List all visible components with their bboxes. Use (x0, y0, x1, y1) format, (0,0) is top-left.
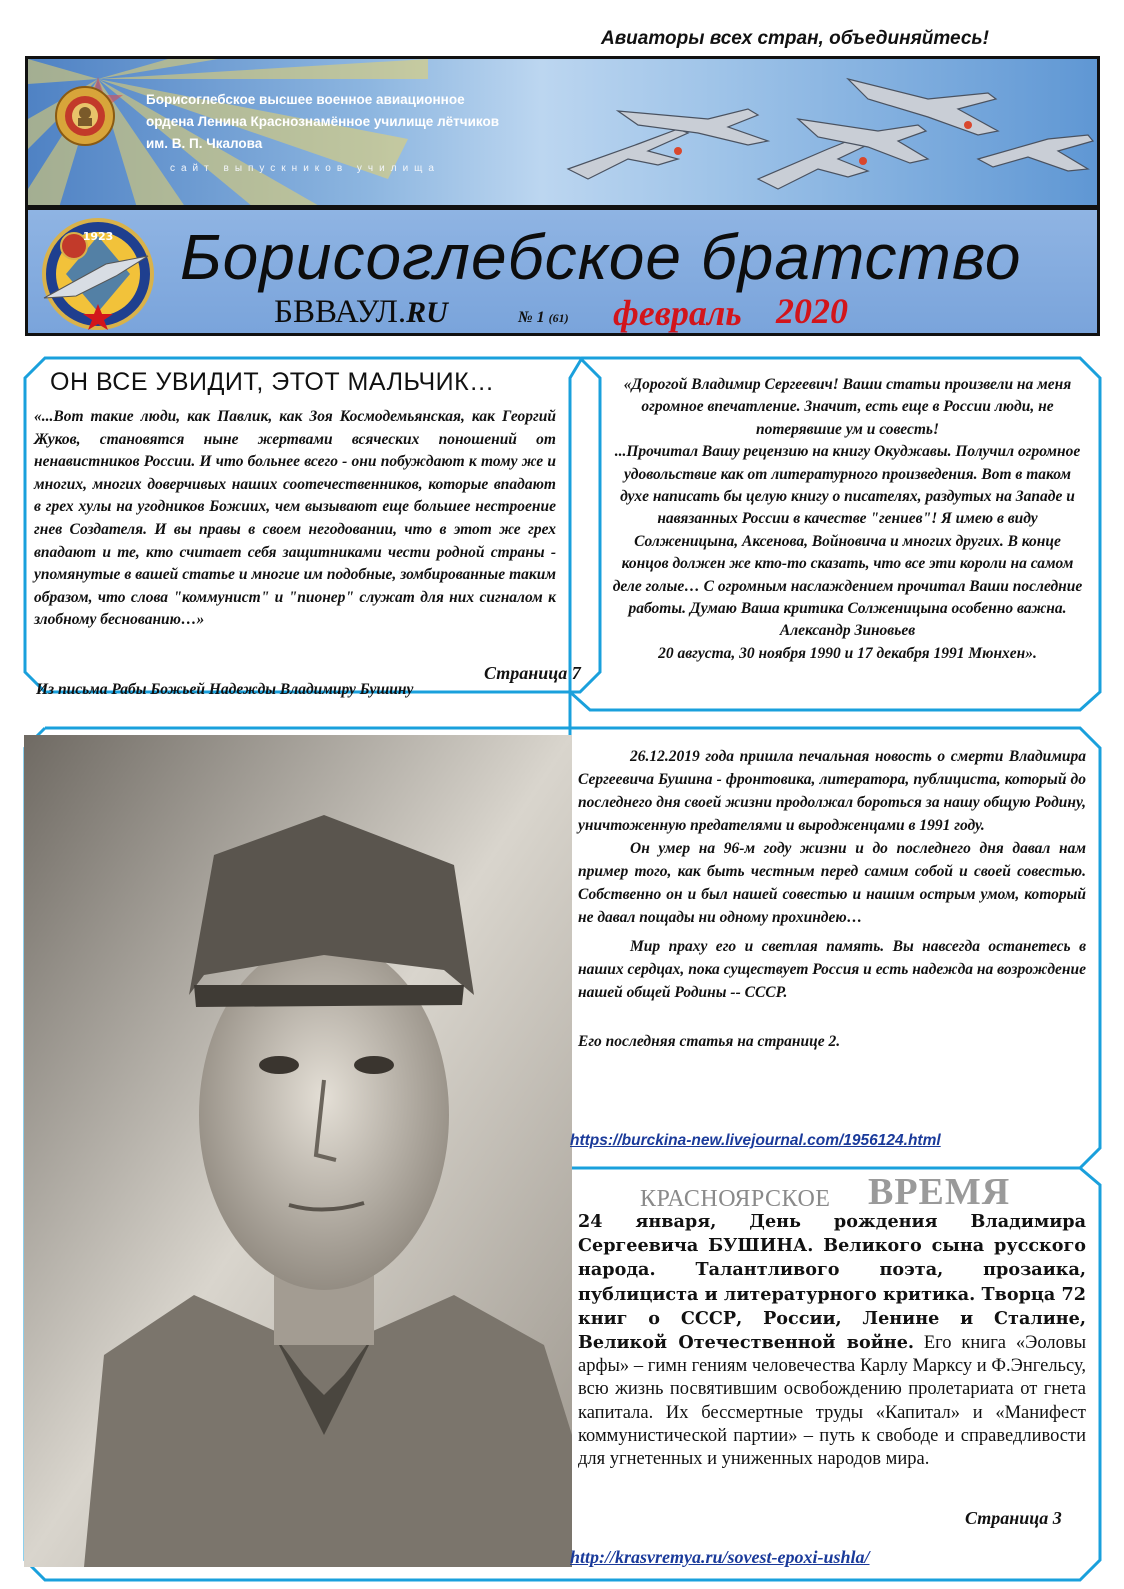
letter-source: Из письма Рабы Божьей Надежды Владимиру Бушину (36, 681, 414, 698)
last-article-note: Его последняя статья на странице 2. (578, 1033, 841, 1050)
obituary-p3: Мир праху его и светлая память. Вы навсегда останетесь в наших сердцах, пока существует Россия и есть надежда на возрождение нашей общей Родины -- СССР. (578, 938, 1086, 1001)
emblem-year: 1923 (82, 230, 114, 243)
obituary-p2: Он умер на 96-м году жизни и до последнего дня давал нам пример того, как быть честным перед самим собой и своей совестью. Собственно он и был нашей совестью и нашим острым умом, который не давал пощады ни одному прохиндею… (578, 840, 1086, 926)
obituary-p1: 26.12.2019 года пришла печальная новость о смерти Владимира Сергеевича Бушина - фронтовика, литератора, публициста, который до последнего дня своей жизни продолжал бороться за нашу общую Родину, уничтоженную предателями и выродженцами в 1991 году. (578, 748, 1086, 834)
issue-label: № 1 (518, 309, 545, 326)
issue-year: 2020 (776, 291, 848, 331)
order-of-lenin-icon (54, 85, 116, 147)
birthday-bold-text: 24 января, День рождения Владимира Сергеевича БУШИНА. Великого сына русского народа. Талантливого поэта, прозаика, публициста и литературного критика. Творца 72 книг о СССР, России, Ленине и Сталине, Великой Отечественной войне. (578, 1211, 1086, 1354)
birthday-regular-text: Его книга «Эоловы арфы» – гимн гениям человечества Карлу Марксу и Ф.Энгельсу, всю жизнь посвятившим освобождению пролетариата от гнета капитала. Их бессмертные труды «Капитал» и «Манифест коммунистической партии» – путь к свободе и справедливости для угнетенных и униженных народов мира. (578, 1333, 1086, 1470)
livejournal-link[interactable]: https://burckina-new.livejournal.com/1956124.html (570, 1132, 941, 1149)
site-caption: сайт выпускников училища (170, 163, 440, 174)
article-headline: ОН ВСЕ УВИДИТ, ЭТОТ МАЛЬЧИК… (50, 368, 495, 396)
issue-month: февраль (613, 293, 742, 333)
page-reference-3: Страница 3 (965, 1508, 1062, 1528)
page-reference-7: Страница 7 (484, 663, 581, 683)
issue-total: (61) (548, 311, 569, 325)
site-name (274, 294, 448, 331)
krasnoyarsk-logo-small: КРАСНОЯРСКОЕ (640, 1186, 831, 1212)
school-emblem-icon (36, 216, 156, 334)
zinoviev-quote-p2: ...Прочитал Вашу рецензию на книгу Окуджавы. Получил огромное удовольствие как от литературного произведения. Вот в таком духе написать бы целую книгу о писателях, раздутых на Западе и навязанных России в качестве "гениев"! Я имею в виду Солженицына, Аксенова, Войновича и многих других. В конце концов должен же кто-то сказать, что все эти короли на самом деле голые… С огромным наслаждением прочитал Ваши последние работы. Думаю Ваша критика Солженицына особенно важна. (612, 443, 1083, 618)
motto: Авиаторы всех стран, объединяйтесь! (600, 28, 989, 49)
portrait-photo (24, 735, 572, 1567)
zinoviev-quote-p1: «Дорогой Владимир Сергеевич! Ваши статьи произвели на меня огромное впечатление. Значит, есть еще в России люди, не потерявшие ум и совесть! (623, 376, 1072, 438)
school-line-3: им. В. П. Чкалова (146, 136, 263, 151)
letter-quote: «...Вот такие люди, как Павлик, как Зоя Космодемьянская, как Георгий Жуков, становятся ныне жертвами всяческих поношений от ненавистников России. И что больнее всего - они побуждают к тому же и многих, многих доверчивых наших соотечественников, которые впадают в грех хулы на угодников Божиих, чем вызывают еще большее нестроение гнев Создателя. И вы правы в своем негодовании, что в этот же грех впадают и те, кто считает себя защитниками чести родной страны - упомянутые в вашей статье и многие им подобные, зомбированные таким образом, что слова "коммунист" и "пионер" служат для них сигналом к злобному беснованию…» (34, 408, 556, 629)
site-name-prefix: БВВАУЛ. (274, 294, 407, 330)
school-line-1: Борисоглебское высшее военное авиационное (146, 92, 465, 107)
zinoviev-quote (610, 374, 1085, 665)
site-name-suffix: RU (406, 296, 448, 329)
newspaper-title: Борисоглебское братство (180, 221, 1022, 293)
zinoviev-quote-dates: 20 августа, 30 ноября 1990 и 17 декабря 1991 Мюнхен». (658, 644, 1037, 662)
school-name (146, 89, 566, 155)
obituary (578, 745, 1086, 1053)
krasvremya-link[interactable]: http://krasvremya.ru/sovest-epoxi-ushla/ (570, 1547, 870, 1567)
header-banner (25, 56, 1100, 208)
masthead (25, 208, 1100, 336)
school-line-2: ордена Ленина Краснознамённое училище лётчиков (146, 114, 500, 129)
jet-aircraft-illustration (528, 59, 1100, 208)
krasnoyarsk-logo-big: ВРЕМЯ (868, 1171, 1011, 1213)
birthday-article (578, 1210, 1086, 1471)
zinoviev-quote-author: Александр Зиновьев (779, 622, 916, 640)
issue-number (518, 309, 569, 327)
